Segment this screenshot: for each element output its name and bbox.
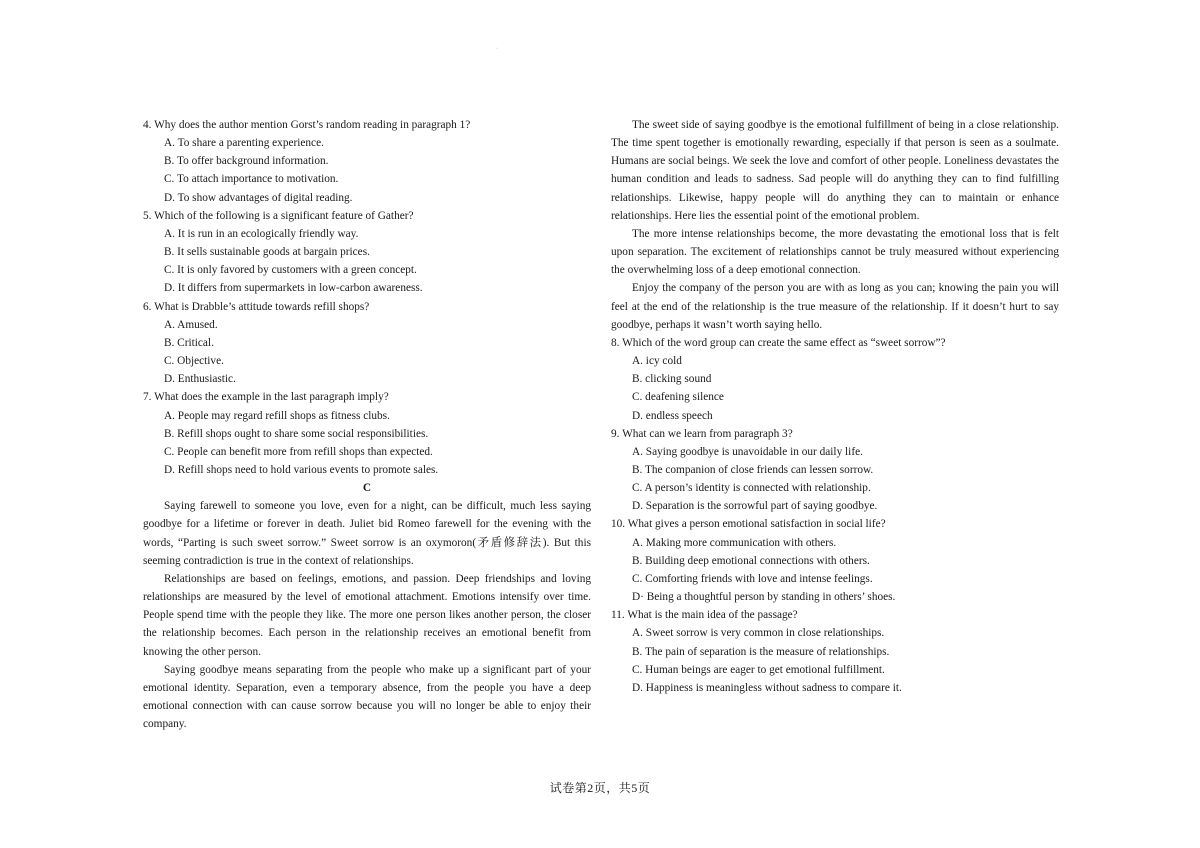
option-11c: C. Human beings are eager to get emotional fulfillment. <box>632 663 885 676</box>
option-9b: B. The companion of close friends can lessen sorrow. <box>632 463 874 476</box>
right-column <box>611 116 1059 697</box>
option-8b: B. clicking sound <box>632 373 712 386</box>
question-4: 4. Why does the author mention Gorst’s random reading in paragraph 1? <box>143 119 471 131</box>
question-7: 7. What does the example in the last paragraph imply? <box>143 391 389 404</box>
option-8d: D. endless speech <box>632 409 713 422</box>
question-10: 10. What gives a person emotional satisfaction in social life? <box>611 518 886 531</box>
scan-mark: · <box>496 46 498 52</box>
passage-paragraph-5: The more intense relationships become, the more devastating the emotional loss that is felt upon separation. The excitement of relationships cannot be truly measured without experiencing the overwhelming loss of a deep emotional connection. <box>611 227 1059 277</box>
option-9c: C. A person’s identity is connected with relationship. <box>632 482 871 495</box>
option-10b: B. Building deep emotional connections with others. <box>632 554 870 567</box>
option-5c: C. It is only favored by customers with a green concept. <box>164 264 417 277</box>
left-column <box>143 116 591 733</box>
option-9a: A. Saying goodbye is unavoidable in our daily life. <box>632 445 863 458</box>
option-6c: C. Objective. <box>164 355 224 368</box>
option-10a: A. Making more communication with others. <box>632 536 837 549</box>
option-6b: B. Critical. <box>164 336 214 349</box>
question-9: 9. What can we learn from paragraph 3? <box>611 427 793 440</box>
question-8: 8. Which of the word group can create the same effect as “sweet sorrow”? <box>611 336 946 349</box>
option-6d: D. Enthusiastic. <box>164 373 236 386</box>
question-5: 5. Which of the following is a significant feature of Gather? <box>143 209 414 222</box>
passage-paragraph-1: Saying farewell to someone you love, even for a night, can be difficult, much less saying goodbye for a lifetime or forever in death. Juliet bid Romeo farewell for the evening with the words, “Parting is such sweet sorrow.” Sweet sorrow is an oxymoron(矛盾修辞法). But this seeming contradiction is true in the context of relationships. <box>143 500 591 567</box>
option-6a: A. Amused. <box>164 318 218 331</box>
option-10d: D· Being a thoughtful person by standing in others’ shoes. <box>632 591 896 604</box>
page-footer: 试卷第2页，共5页 <box>549 781 651 795</box>
option-4c: C. To attach importance to motivation. <box>164 173 339 186</box>
option-8a: A. icy cold <box>632 355 682 368</box>
option-9d: D. Separation is the sorrowful part of saying goodbye. <box>632 500 878 513</box>
section-heading: C <box>362 482 372 495</box>
option-7d: D. Refill shops need to hold various events to promote sales. <box>164 463 439 476</box>
option-7b: B. Refill shops ought to share some social responsibilities. <box>164 427 429 440</box>
passage-paragraph-6: Enjoy the company of the person you are with as long as you can; knowing the pain you will feel at the end of the relationship is the true measure of the relationship. If it doesn’t hurt to say goodbye, perhaps it wasn’t worth saying hello. <box>611 282 1059 331</box>
option-5b: B. It sells sustainable goods at bargain prices. <box>164 246 370 259</box>
option-4b: B. To offer background information. <box>164 155 329 168</box>
option-11a: A. Sweet sorrow is very common in close relationships. <box>632 627 885 640</box>
option-4a: A. To share a parenting experience. <box>164 137 324 150</box>
option-7c: C. People can benefit more from refill shops than expected. <box>164 445 433 458</box>
option-4d: D. To show advantages of digital reading. <box>164 191 353 204</box>
option-11d: D. Happiness is meaningless without sadness to compare it. <box>632 681 902 694</box>
option-5d: D. It differs from supermarkets in low-carbon awareness. <box>164 282 423 295</box>
question-11: 11. What is the main idea of the passage? <box>611 609 798 622</box>
option-11b: B. The pain of separation is the measure of relationships. <box>632 645 890 658</box>
option-7a: A. People may regard refill shops as fitness clubs. <box>164 409 390 422</box>
option-10c: C. Comforting friends with love and intense feelings. <box>632 572 873 585</box>
question-6: 6. What is Drabble’s attitude towards refill shops? <box>143 300 370 313</box>
passage-paragraph-3: Saying goodbye means separating from the people who make up a significant part of your emotional identity. Separation, even a temporary absence, from the people you have a deep emotional connection with can cause sorrow because you will no longer be able to enjoy their company. <box>143 663 591 731</box>
passage-paragraph-2: Relationships are based on feelings, emotions, and passion. Deep friendships and loving relationships are measured by the level of emotional attachment. Emotions intensify over time. People spend time with the people they like. The more one person likes another person, the closer the relationship becomes. Each person in the relationship receives an emotional benefit from knowing the other person. <box>143 572 591 658</box>
option-8c: C. deafening silence <box>632 391 724 404</box>
option-5a: A. It is run in an ecologically friendly way. <box>164 227 359 240</box>
passage-paragraph-4: The sweet side of saying goodbye is the emotional fulfillment of being in a close relationship. The time spent together is emotionally rewarding, especially if that person is seen as a soulmate. Humans are social beings. We seek the love and comfort of other people. Loneliness devastates the human condition and leads to sadness. Sad people will do anything they can to find fulfilling relationships. Likewise, happy people will do anything they can to maintain or enhance relationships. Here lies the essential point of the emotional problem. <box>611 119 1059 222</box>
